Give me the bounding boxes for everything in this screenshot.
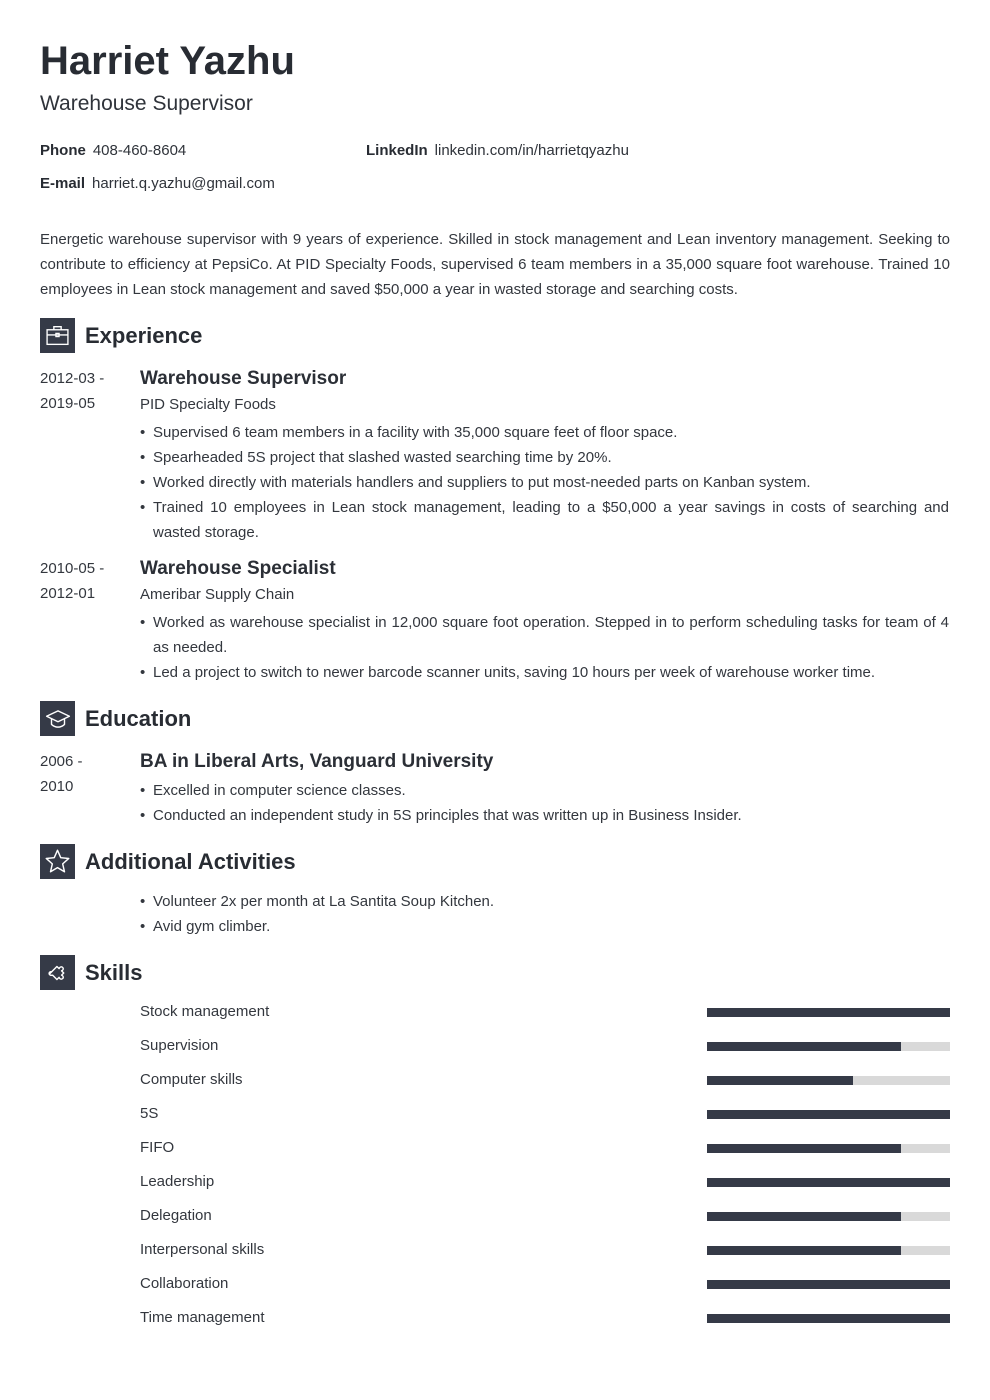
skill-row <box>140 1002 950 1022</box>
linkedin-link[interactable]: linkedin.com/in/harrietqyazhu <box>434 142 629 159</box>
job-dates <box>40 366 130 416</box>
skill-level-fill <box>707 1076 853 1085</box>
job-dates <box>40 556 130 606</box>
skill-level-bar <box>707 1246 950 1255</box>
job-bullet: • Spearheaded 5S project that slashed wasted searching time by 20%. <box>140 445 949 470</box>
skill-name: Interpersonal skills <box>140 1241 265 1258</box>
skill-row <box>140 1138 950 1158</box>
skill-name: Stock management <box>140 1003 270 1020</box>
skill-name: Delegation <box>140 1207 212 1224</box>
skill-row <box>140 1206 950 1226</box>
skill-level-fill <box>707 1144 901 1153</box>
puzzle-icon <box>40 955 75 990</box>
skill-level-fill <box>707 1110 950 1119</box>
experience-section-header <box>40 318 950 354</box>
skill-name: FIFO <box>140 1139 175 1156</box>
education-bullet: • Excelled in computer science classes. <box>140 778 949 803</box>
skill-row <box>140 1104 950 1124</box>
candidate-title: Warehouse Supervisor <box>40 92 253 115</box>
education-degree: BA in Liberal Arts, Vanguard University <box>140 751 494 772</box>
education-bullets <box>140 778 949 828</box>
email-label: E-mail <box>40 175 86 192</box>
skill-row <box>140 1172 950 1192</box>
skill-row <box>140 1308 950 1328</box>
job-title: Warehouse Specialist <box>140 558 336 579</box>
skill-row <box>140 1036 950 1056</box>
skill-level-fill <box>707 1042 901 1051</box>
skill-level-bar <box>707 1110 950 1119</box>
skill-name: Leadership <box>140 1173 215 1190</box>
skill-name: Supervision <box>140 1037 219 1054</box>
skill-name: 5S <box>140 1105 159 1122</box>
education-end-date: 2010 <box>40 778 74 795</box>
contact-linkedin <box>366 141 629 161</box>
skill-level-fill <box>707 1280 950 1289</box>
job-title: Warehouse Supervisor <box>140 368 347 389</box>
education-section-header <box>40 701 950 737</box>
activities-section-header <box>40 844 950 880</box>
job-bullet: • Supervised 6 team members in a facility with 35,000 square feet of floor space. <box>140 420 949 445</box>
activity-bullet: • Avid gym climber. <box>140 914 949 939</box>
job-start-date: 2010-05 - <box>40 560 105 577</box>
job-bullet: • Led a project to switch to newer barcode scanner units, saving 10 hours per week of warehouse worker time. <box>140 660 949 685</box>
skill-row <box>140 1240 950 1260</box>
experience-heading: Experience <box>85 323 203 348</box>
job-company: Ameribar Supply Chain <box>140 586 295 603</box>
education-bullet: • Conducted an independent study in 5S principles that was written up in Business Insider. <box>140 803 949 828</box>
skill-level-fill <box>707 1246 901 1255</box>
education-dates <box>40 749 130 799</box>
skills-section-header <box>40 955 950 991</box>
skill-level-bar <box>707 1008 950 1017</box>
skill-name: Computer skills <box>140 1071 243 1088</box>
skill-level-fill <box>707 1212 901 1221</box>
skill-level-bar <box>707 1042 950 1051</box>
job-company: PID Specialty Foods <box>140 396 276 413</box>
job-bullet: • Trained 10 employees in Lean stock management, leading to a $50,000 a year savings in costs of searching and wasted storage. <box>140 495 949 545</box>
linkedin-label: LinkedIn <box>366 142 428 159</box>
skill-level-bar <box>707 1076 950 1085</box>
education-heading: Education <box>85 706 192 731</box>
profile-summary: Energetic warehouse supervisor with 9 years of experience. Skilled in stock management and Lean inventory management. Seeking to contribute to efficiency at PepsiCo. At PID Specialty Foods, supervised 6 team members in a 35,000 square foot warehouse. Trained 10 employees in Lean stock management and saved $50,000 a year in wasted storage and searching costs. <box>40 231 950 298</box>
email-link[interactable]: harriet.q.yazhu@gmail.com <box>92 175 275 192</box>
skill-level-fill <box>707 1008 950 1017</box>
job-bullets <box>140 610 949 685</box>
skill-name: Collaboration <box>140 1275 229 1292</box>
skill-level-bar <box>707 1314 950 1323</box>
education-start-date: 2006 - <box>40 753 83 770</box>
job-start-date: 2012-03 - <box>40 370 105 387</box>
contact-email <box>40 174 275 194</box>
contact-phone <box>40 141 186 161</box>
briefcase-icon <box>40 318 75 353</box>
candidate-name: Harriet Yazhu <box>40 39 295 83</box>
skills-heading: Skills <box>85 960 143 985</box>
skill-row <box>140 1274 950 1294</box>
graduation-cap-icon <box>40 701 75 736</box>
skill-level-bar <box>707 1144 950 1153</box>
job-end-date: 2012-01 <box>40 585 96 602</box>
activities-heading: Additional Activities <box>85 849 296 874</box>
activity-bullet: • Volunteer 2x per month at La Santita Soup Kitchen. <box>140 889 949 914</box>
activities-bullets <box>140 889 949 939</box>
skill-level-bar <box>707 1280 950 1289</box>
job-bullets <box>140 420 949 545</box>
job-bullet: • Worked as warehouse specialist in 12,000 square foot operation. Stepped in to perform scheduling tasks for team of 4 as needed. <box>140 610 949 660</box>
job-bullet: • Worked directly with materials handlers and suppliers to put most-needed parts on Kanban system. <box>140 470 949 495</box>
skill-level-fill <box>707 1314 950 1323</box>
skill-name: Time management <box>140 1309 265 1326</box>
phone-label: Phone <box>40 142 86 159</box>
skill-row <box>140 1070 950 1090</box>
job-end-date: 2019-05 <box>40 395 96 412</box>
phone-value: 408-460-8604 <box>92 142 187 159</box>
star-icon <box>40 844 75 879</box>
skill-level-fill <box>707 1178 950 1187</box>
skill-level-bar <box>707 1178 950 1187</box>
skill-level-bar <box>707 1212 950 1221</box>
